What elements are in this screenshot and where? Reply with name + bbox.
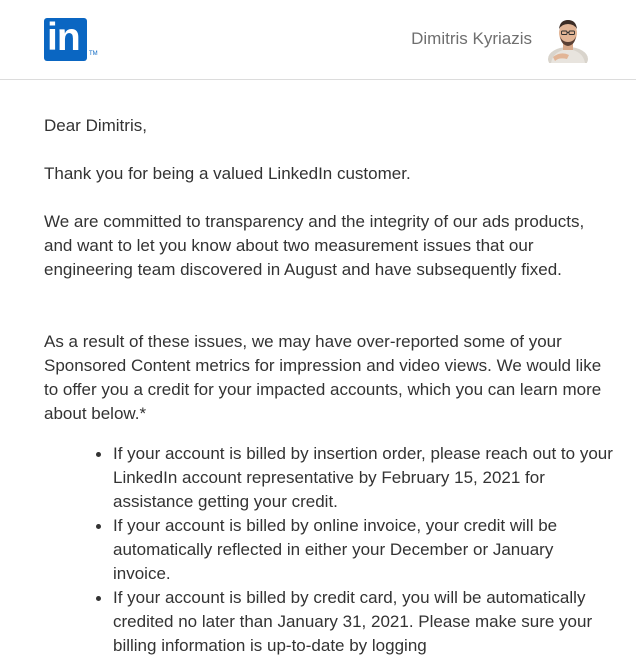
list-item (113, 586, 613, 658)
linkedin-logo[interactable] (44, 18, 87, 61)
greeting: Dear Dimitris, (44, 116, 147, 135)
billing-options-list (94, 442, 613, 658)
logo-trademark: TM (89, 51, 98, 57)
list-item-text: If your account is billed by credit card, you will be automatically credited no later than January 31, 2021. Please make sure your billing information is up-to-date by logging (113, 588, 593, 655)
bullet-icon (96, 524, 101, 529)
paragraph-thanks: Thank you for being a valued LinkedIn customer. (44, 164, 411, 183)
list-item-text: If your account is billed by insertion order, please reach out to your LinkedIn account representative by February 15, 2021 for assistance getting your credit. (113, 444, 613, 511)
logo-text: in (47, 16, 80, 59)
paragraph-credit: As a result of these issues, we may have over-reported some of your Sponsored Content metrics for impression and video views. We would like to offer you a credit for your impacted accounts, which you can learn more about below.* (44, 332, 602, 423)
list-item-text: If your account is billed by online invoice, your credit will be automatically reflected in either your December or January invoice. (113, 516, 558, 583)
user-name: Dimitris Kyriazis (411, 29, 532, 48)
avatar[interactable] (547, 15, 589, 63)
list-item (113, 514, 613, 586)
bullet-icon (96, 596, 101, 601)
email-header (0, 0, 636, 80)
paragraph-transparency: We are committed to transparency and the integrity of our ads products, and want to let you know about two measurement issues that our engineering team discovered in August and have subsequently fixed. (44, 212, 585, 279)
bullet-icon (96, 452, 101, 457)
list-item (113, 442, 613, 514)
